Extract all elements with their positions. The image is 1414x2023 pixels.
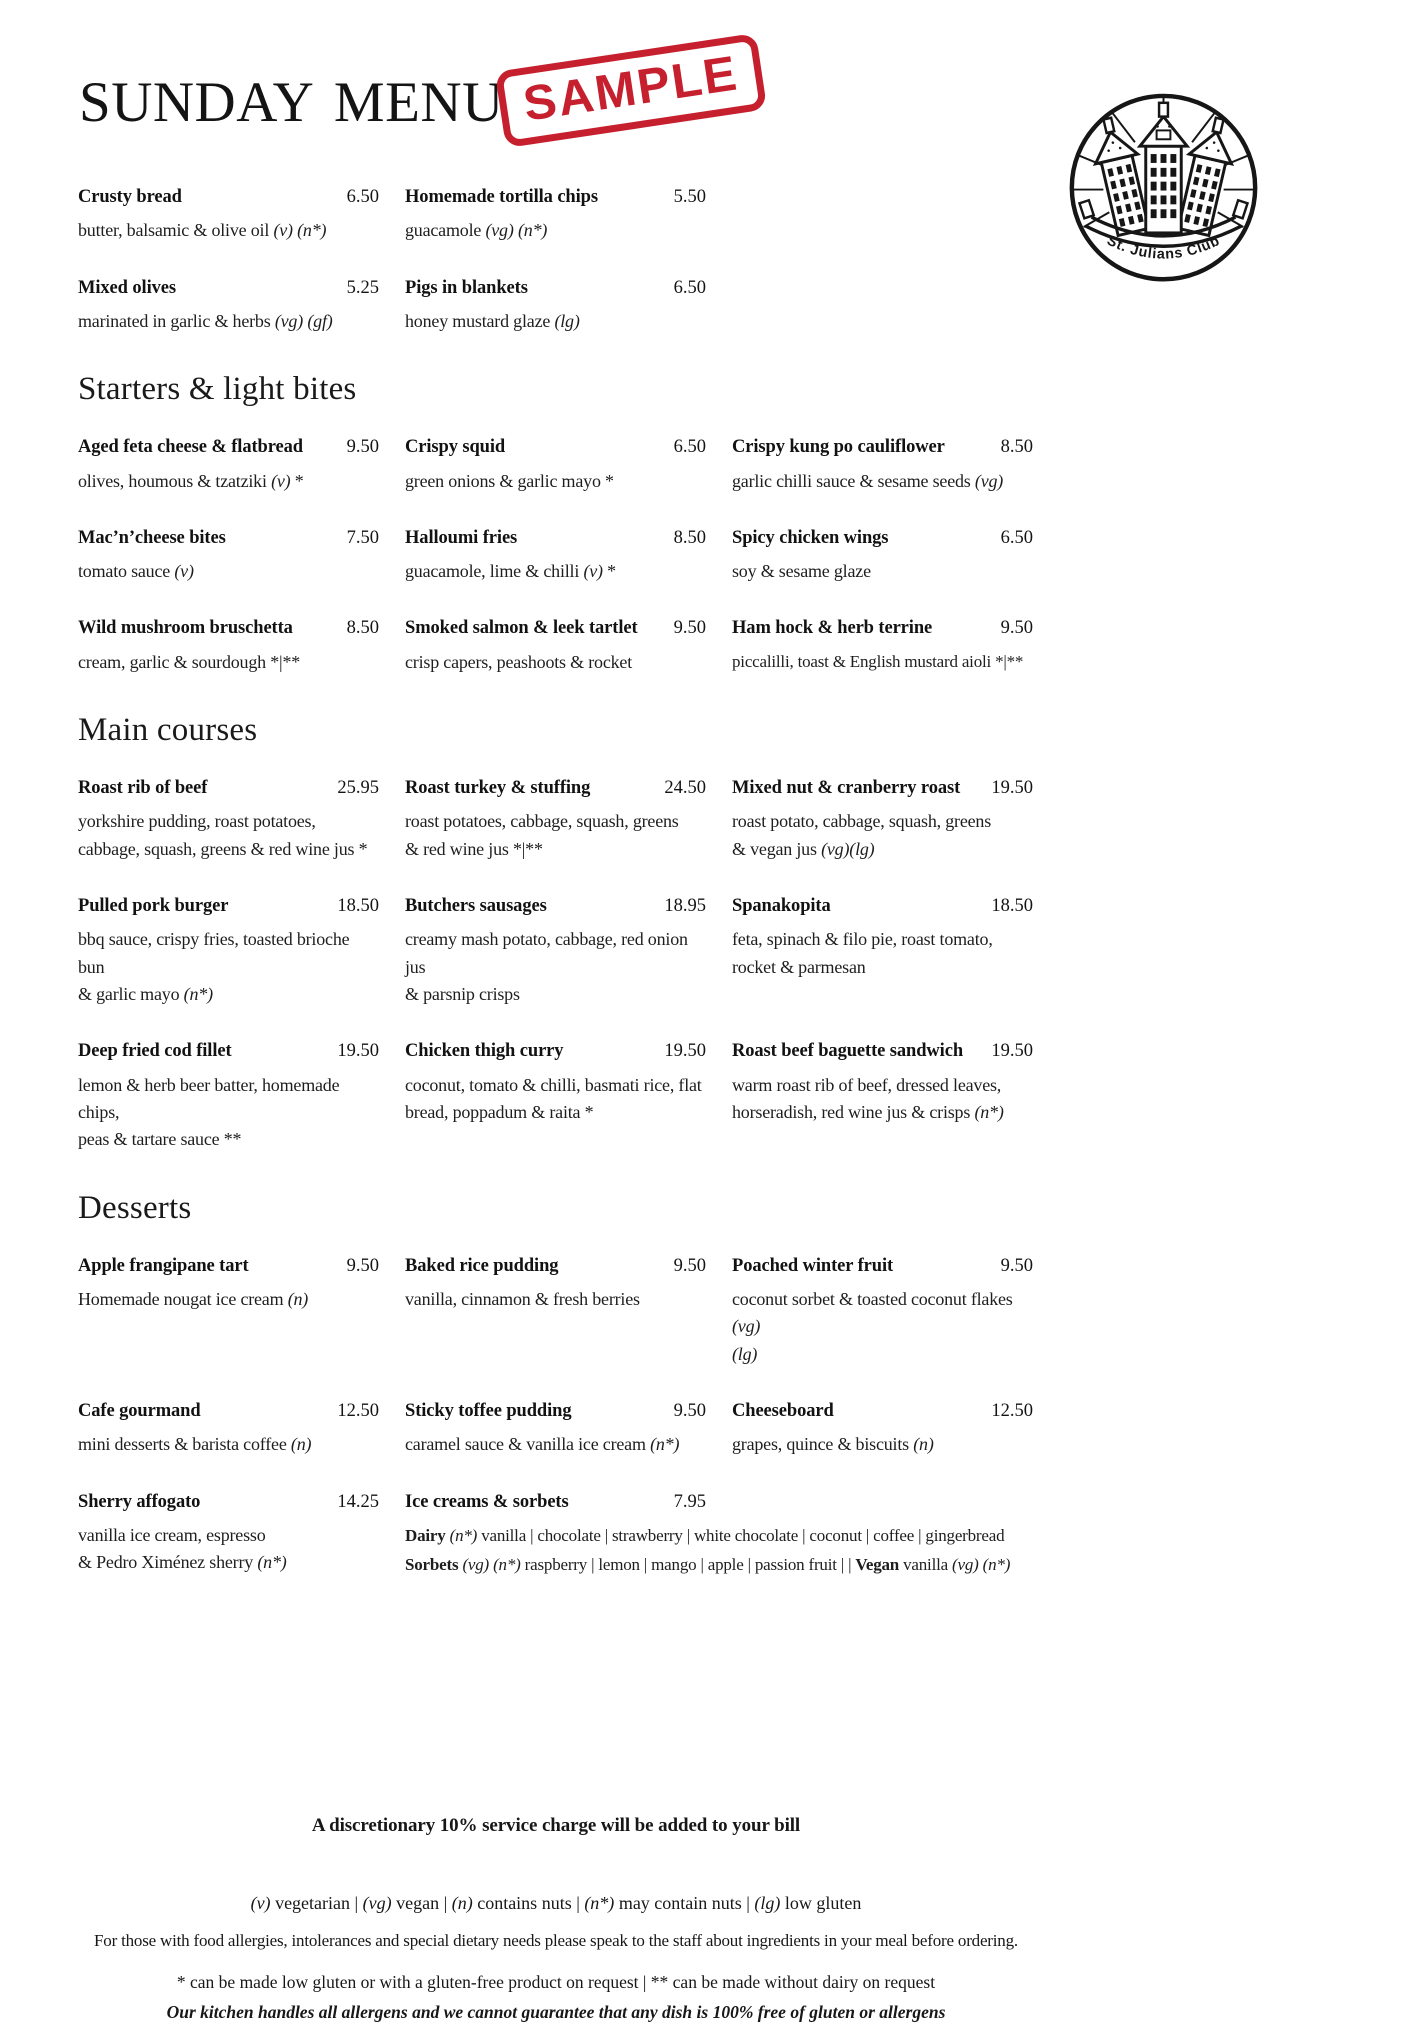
section-heading-starters: Starters & light bites bbox=[78, 371, 357, 408]
menu-item-price: 5.50 bbox=[673, 187, 706, 207]
menu-item-price: 18.50 bbox=[991, 896, 1033, 917]
allergen-key: (v) vegetarian | (vg) vegan | (n) contains nuts | (n*) may contain nuts | (lg) low gluten bbox=[250, 1892, 862, 1913]
menu-item-desc: bbq sauce, crispy fries, toasted brioche bun & garlic mayo (n*) bbox=[78, 929, 350, 1005]
menu-item-price: 9.50 bbox=[673, 618, 706, 639]
menu-item-price: 8.50 bbox=[1000, 437, 1033, 458]
menu-item-desc: crisp capers, peashoots & rocket bbox=[405, 651, 633, 672]
menu-item-head bbox=[405, 1255, 706, 1277]
menu-item bbox=[405, 1255, 706, 1314]
menu-section-snacks bbox=[78, 186, 1034, 335]
menu-item-head bbox=[405, 1040, 706, 1062]
menu-item bbox=[78, 436, 379, 495]
menu-item-name: Wild mushroom bruschetta bbox=[78, 618, 293, 639]
menu-item-price: 9.50 bbox=[346, 1255, 379, 1276]
menu-item bbox=[78, 895, 379, 1008]
menu-item bbox=[78, 1040, 379, 1153]
menu-item-desc: yorkshire pudding, roast potatoes, cabbage, squash, greens & red wine jus * bbox=[78, 811, 368, 859]
menu-item bbox=[405, 277, 706, 336]
menu-item-name: Baked rice pudding bbox=[405, 1255, 559, 1276]
menu-item-name: Poached winter fruit bbox=[732, 1255, 894, 1276]
menu-item-name: Homemade tortilla chips bbox=[405, 187, 598, 207]
menu-item bbox=[78, 777, 379, 863]
menu-item-name: Crispy kung po cauliflower bbox=[732, 437, 945, 458]
menu-item bbox=[732, 436, 1033, 495]
menu-item bbox=[78, 186, 379, 245]
menu-section-mains bbox=[78, 710, 1034, 1154]
menu-item-name: Roast beef baguette sandwich bbox=[732, 1041, 964, 1062]
mains-grid bbox=[78, 777, 1034, 1153]
menu-item-head bbox=[405, 1400, 706, 1422]
menu-item-desc: caramel sauce & vanilla ice cream (n*) bbox=[405, 1434, 680, 1455]
menu-item-head bbox=[78, 895, 379, 917]
menu-item-name: Cheeseboard bbox=[732, 1401, 834, 1422]
menu-item bbox=[732, 617, 1033, 674]
club-logo bbox=[1060, 86, 1267, 300]
menu-item bbox=[405, 186, 706, 245]
menu-item bbox=[78, 527, 379, 586]
menu-item-head bbox=[732, 777, 1033, 799]
menu-item-price: 18.95 bbox=[664, 896, 706, 917]
desserts-grid bbox=[78, 1255, 1034, 1580]
menu-item-name: Ham hock & herb terrine bbox=[732, 618, 933, 639]
menu-item bbox=[78, 617, 379, 676]
menu-item-name: Smoked salmon & leek tartlet bbox=[405, 618, 638, 639]
menu-item-name: Mac’n’cheese bites bbox=[78, 527, 226, 548]
menu-item-head bbox=[78, 777, 379, 799]
menu-item-price: 18.50 bbox=[337, 896, 379, 917]
menu-item-name: Crispy squid bbox=[405, 437, 506, 458]
menu-item-desc: olives, houmous & tzatziki (v) * bbox=[78, 470, 304, 491]
menu-item-head bbox=[78, 1040, 379, 1062]
page-title: SUNDAY MENU bbox=[79, 71, 504, 134]
menu-item bbox=[405, 1040, 706, 1126]
menu-item-name: Cafe gourmand bbox=[78, 1401, 201, 1422]
menu-item-head bbox=[405, 617, 706, 639]
menu-item-desc: creamy mash potato, cabbage, red onion jus & parsnip crisps bbox=[405, 929, 688, 1005]
menu-item-head bbox=[405, 186, 706, 208]
menu-item-name: Apple frangipane tart bbox=[78, 1255, 249, 1276]
menu-item-desc: coconut sorbet & toasted coconut flakes (vg) (lg) bbox=[732, 1289, 1013, 1364]
menu-item-head bbox=[405, 277, 706, 299]
menu-item-desc: butter, balsamic & olive oil (v) (n*) bbox=[78, 220, 327, 241]
menu-item bbox=[78, 1400, 379, 1459]
menu-item-price: 12.50 bbox=[991, 1401, 1033, 1422]
club-logo-caption: St. Julians Club bbox=[1104, 232, 1223, 263]
menu-item-desc: mini desserts & barista coffee (n) bbox=[78, 1434, 312, 1455]
menu-item-desc: roast potato, cabbage, squash, greens & vegan jus (vg)(lg) bbox=[732, 811, 992, 859]
menu-section-starters bbox=[78, 369, 1034, 676]
menu-item-desc: piccalilli, toast & English mustard aioli *|** bbox=[732, 651, 1024, 671]
menu-item-price: 9.50 bbox=[673, 1255, 706, 1276]
menu-item bbox=[78, 1491, 379, 1577]
menu-item-desc: guacamole, lime & chilli (v) * bbox=[405, 561, 616, 582]
menu-item bbox=[405, 1400, 706, 1459]
menu-item-price: 9.50 bbox=[346, 437, 379, 458]
menu-item-name: Spanakopita bbox=[732, 896, 831, 917]
gluten-note: * can be made low gluten or with a gluten-free product on request | ** can be made without dairy on request bbox=[176, 1971, 936, 1992]
menu-item-price: 5.25 bbox=[346, 277, 379, 298]
starters-grid bbox=[78, 436, 1034, 676]
menu-item-head bbox=[78, 277, 379, 299]
snacks-grid bbox=[78, 186, 1034, 335]
menu-item-head bbox=[405, 895, 706, 917]
menu-item-name: Sticky toffee pudding bbox=[405, 1401, 572, 1422]
menu-item-desc: cream, garlic & sourdough *|** bbox=[78, 651, 301, 672]
menu-item bbox=[732, 1255, 1033, 1368]
menu-item-price: 19.50 bbox=[991, 1041, 1033, 1062]
menu-item-price: 19.50 bbox=[664, 1041, 706, 1062]
menu-item-head bbox=[732, 1255, 1033, 1277]
menu-item-price: 14.25 bbox=[337, 1491, 379, 1512]
menu-item-head bbox=[78, 617, 379, 639]
kitchen-note: Our kitchen handles all allergens and we cannot guarantee that any dish is 100% free of gluten or allergens bbox=[166, 2001, 946, 2022]
menu-item-head bbox=[405, 1491, 706, 1513]
menu-item-desc: honey mustard glaze (lg) bbox=[405, 310, 580, 331]
menu-item-name: Mixed olives bbox=[78, 277, 176, 298]
menu-item bbox=[732, 1400, 1033, 1459]
menu-item-head bbox=[405, 436, 706, 458]
menu-item bbox=[405, 527, 706, 586]
menu-item-name: Pulled pork burger bbox=[78, 896, 229, 917]
menu-item-desc: tomato sauce (v) bbox=[78, 561, 194, 582]
menu-item-desc: grapes, quince & biscuits (n) bbox=[732, 1434, 934, 1455]
menu-item-price: 9.50 bbox=[1000, 1255, 1033, 1276]
menu-item-name: Butchers sausages bbox=[405, 896, 547, 917]
menu-item-head bbox=[78, 527, 379, 549]
menu-item-name: Ice creams & sorbets bbox=[405, 1491, 569, 1512]
menu-item-name: Halloumi fries bbox=[405, 527, 518, 548]
menu-item-name: Deep fried cod fillet bbox=[78, 1041, 232, 1062]
menu-item-desc: roast potatoes, cabbage, squash, greens & red wine jus *|** bbox=[405, 811, 679, 859]
menu-item bbox=[732, 527, 1033, 586]
menu-item-price: 19.50 bbox=[337, 1041, 379, 1062]
menu-item-price: 24.50 bbox=[664, 778, 706, 799]
menu-item-name: Crusty bread bbox=[78, 187, 182, 207]
menu-item-name: Chicken thigh curry bbox=[405, 1041, 564, 1062]
menu-item-price: 12.50 bbox=[337, 1401, 379, 1422]
menu-item-name: Spicy chicken wings bbox=[732, 527, 889, 548]
menu-item bbox=[405, 617, 706, 676]
menu-sections bbox=[78, 186, 1034, 2023]
menu-item-head bbox=[78, 436, 379, 458]
menu-item-name: Pigs in blankets bbox=[405, 277, 528, 298]
menu-item-name: Roast turkey & stuffing bbox=[405, 778, 591, 799]
menu-item-price: 8.50 bbox=[673, 527, 706, 548]
menu-item bbox=[405, 1491, 1033, 1580]
menu-section-desserts bbox=[78, 1188, 1034, 1580]
menu-item-name: Mixed nut & cranberry roast bbox=[732, 778, 961, 799]
menu-item-price: 8.50 bbox=[346, 618, 379, 639]
menu-item-desc: marinated in garlic & herbs (vg) (gf) bbox=[78, 310, 333, 331]
menu-item-desc: lemon & herb beer batter, homemade chips, peas & tartare sauce ** bbox=[78, 1074, 340, 1150]
menu-item-price: 9.50 bbox=[1000, 618, 1033, 639]
menu-item bbox=[405, 777, 706, 863]
menu-item bbox=[405, 436, 706, 495]
menu-item-price: 19.50 bbox=[991, 778, 1033, 799]
menu-item bbox=[732, 895, 1033, 981]
menu-item-head bbox=[732, 527, 1033, 549]
service-charge-note: A discretionary 10% service charge will be added to your bill bbox=[311, 1814, 801, 1836]
menu-item-name: Aged feta cheese & flatbread bbox=[78, 437, 303, 458]
menu-item-desc: vanilla, cinnamon & fresh berries bbox=[405, 1289, 640, 1310]
menu-item-head bbox=[732, 1040, 1033, 1062]
menu-item-head bbox=[405, 777, 706, 799]
menu-item-desc: feta, spinach & filo pie, roast tomato, rocket & parmesan bbox=[732, 929, 993, 977]
menu-item-desc: garlic chilli sauce & sesame seeds (vg) bbox=[732, 470, 1004, 491]
menu-item-head bbox=[78, 1400, 379, 1422]
section-heading-desserts: Desserts bbox=[78, 1189, 192, 1226]
menu-item-price: 9.50 bbox=[673, 1401, 706, 1422]
menu-item-desc: Homemade nougat ice cream (n) bbox=[78, 1289, 309, 1310]
menu-item-head bbox=[732, 1400, 1033, 1422]
menu-item bbox=[78, 1255, 379, 1314]
menu-item-desc: Dairy (n*) vanilla | chocolate | strawberry | white chocolate | coconut | coffee | gingerbread Sorbets (vg) (n*) raspberry | lemon | mango | apple | passion fruit | | Vegan vanilla (vg) (n*) bbox=[405, 1525, 1011, 1574]
menu-item-head bbox=[732, 436, 1033, 458]
menu-item bbox=[78, 277, 379, 336]
footer bbox=[78, 1815, 1034, 2023]
menu-item-desc: warm roast rib of beef, dressed leaves, horseradish, red wine jus & crisps (n*) bbox=[732, 1074, 1004, 1122]
menu-item-price: 7.95 bbox=[673, 1491, 706, 1512]
menu-item-desc: green onions & garlic mayo * bbox=[405, 470, 614, 491]
menu-item-head bbox=[78, 1255, 379, 1277]
menu-item-price: 6.50 bbox=[1000, 527, 1033, 548]
menu-item-price: 6.50 bbox=[346, 187, 379, 207]
menu-item-desc: vanilla ice cream, espresso & Pedro Ximénez sherry (n*) bbox=[78, 1524, 287, 1573]
menu-item bbox=[732, 1040, 1033, 1126]
menu-item-head bbox=[405, 527, 706, 549]
menu-item bbox=[405, 895, 706, 1008]
menu-item-head bbox=[732, 617, 1033, 639]
club-logo-icon bbox=[1060, 86, 1267, 300]
menu-item-desc: guacamole (vg) (n*) bbox=[405, 220, 548, 241]
section-heading-mains: Main courses bbox=[78, 711, 258, 748]
menu-item-desc: soy & sesame glaze bbox=[732, 561, 871, 582]
menu-item-head bbox=[78, 1491, 379, 1513]
menu-item-price: 6.50 bbox=[673, 277, 706, 298]
menu-item-head bbox=[732, 895, 1033, 917]
menu-item-price: 6.50 bbox=[673, 437, 706, 458]
allergy-note: For those with food allergies, intolerances and special dietary needs please speak to the staff about ingredients in your meal before ordering. bbox=[94, 1930, 1018, 1950]
menu-item-price: 25.95 bbox=[337, 778, 379, 799]
menu-item bbox=[732, 777, 1033, 863]
menu-item-name: Roast rib of beef bbox=[78, 778, 208, 799]
sample-stamp: SAMPLE bbox=[495, 33, 768, 149]
menu-item-name: Sherry affogato bbox=[78, 1491, 201, 1512]
menu-item-price: 7.50 bbox=[346, 527, 379, 548]
menu-item-head bbox=[78, 186, 379, 208]
menu-item-desc: coconut, tomato & chilli, basmati rice, flat bread, poppadum & raita * bbox=[405, 1074, 702, 1122]
